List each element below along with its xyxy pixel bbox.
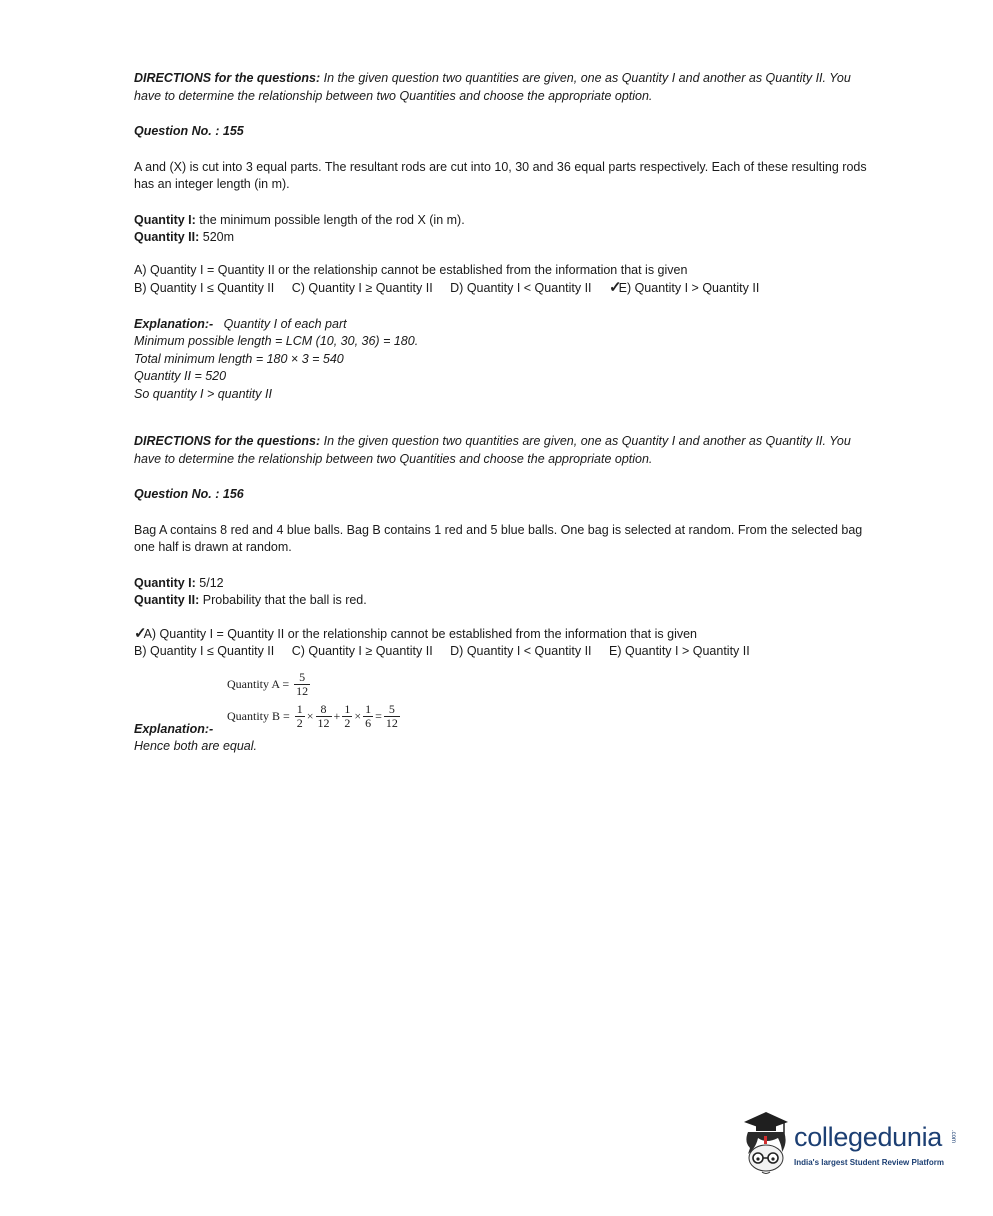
fraction: $\frac{8}{12}$ [317, 701, 330, 730]
q156-question-number: Question No. : 156 [134, 487, 244, 501]
brand-tagline: India's largest Student Review Platform [794, 1158, 944, 1167]
q155-question-number: Question No. : 155 [134, 124, 244, 138]
q155-quantity-2: Quantity II: 520m [134, 230, 235, 244]
q155-options-row [134, 279, 879, 298]
q156-explanation-conclusion: Hence both are equal. [134, 738, 258, 753]
q155-quantity-1: Quantity I: the minimum possible length of the rod X (in m). [134, 212, 465, 227]
q156-explanation-label: Explanation:- [134, 721, 214, 736]
q156-options-row [134, 643, 879, 661]
q155-option-e: E) Quantity I > Quantity II [618, 281, 760, 295]
q155-question-text: A and (X) is cut into 3 equal parts. The resultant rods are cut into 10, 30 and 36 equal parts respectively. Each of these resulting rods has an integer length (in m). [134, 159, 867, 191]
q156-directions: DIRECTIONS for the questions: In the given question two quantities are given, one as Quantity I and another as Quantity II. You have to determine the relationship between two Quantities and choose the appropriate option. [134, 434, 851, 466]
explanation-line: Total minimum length = 180 × 3 = 540 [134, 351, 344, 366]
collegedunia-logo [738, 1108, 968, 1180]
fraction: $\frac{5}{12}$ [296, 669, 309, 698]
q156-quantity-2: Quantity II: Probability that the ball is red. [134, 593, 367, 607]
mascot-logo-icon [738, 1108, 794, 1180]
explanation-line: Minimum possible length = LCM (10, 30, 36) = 180. [134, 334, 419, 348]
q156-option-c: C) Quantity I ≥ Quantity II [291, 644, 433, 658]
q155-directions: DIRECTIONS for the questions: In the given question two quantities are given, one as Quantity I and another as Quantity II. You have to determine the relationship between two Quantities and choose the appropriate option. [134, 71, 851, 103]
q155-option-c: C) Quantity I ≥ Quantity II [291, 281, 433, 295]
q156-quantity-1: Quantity I: 5/12 [134, 575, 224, 590]
explanation-line: Quantity II = 520 [134, 369, 227, 383]
q156-option-b: B) Quantity I ≤ Quantity II [134, 644, 275, 658]
explanation-line: So quantity I > quantity II [134, 386, 272, 401]
q155-option-d: D) Quantity I < Quantity II [450, 281, 592, 295]
q156-option-a-row [134, 625, 879, 644]
q156-option-e: E) Quantity I > Quantity II [609, 644, 750, 658]
q156-option-d: D) Quantity I < Quantity II [450, 644, 592, 658]
brand-name: collegedunia [794, 1122, 943, 1152]
q156-option-a: A) Quantity I = Quantity II or the relationship cannot be established from the information that is given [143, 626, 698, 641]
q156-question-text: Bag A contains 8 red and 4 blue balls. Bag B contains 1 red and 5 blue balls. One bag is selected at random. From the selected bag one half is drawn at random. [134, 522, 863, 554]
math-quantity-b: Quantity B = $\frac{1}{2}$ × $\frac{8}{12}$ + $\frac{1}{2}$ × $\frac{1}{6}$ = $\frac{5}{12}$ [227, 701, 398, 730]
fraction: $\frac{1}{2}$ [344, 701, 351, 730]
q155-option-a: A) Quantity I = Quantity II or the relationship cannot be established from the information that is given [134, 262, 688, 277]
document-body [134, 70, 879, 755]
explanation-line: Quantity I of each part [223, 316, 347, 331]
correct-tick-icon: ✓ [609, 279, 622, 296]
q156-explanation [134, 661, 879, 755]
fraction: $\frac{5}{12}$ [385, 701, 398, 730]
fraction: $\frac{1}{2}$ [296, 701, 303, 730]
fraction: $\frac{1}{6}$ [365, 701, 372, 730]
q155-explanation [134, 316, 879, 404]
math-quantity-a: Quantity A = $\frac{5}{12}$ [227, 669, 309, 698]
brand-dot-com: .com [950, 1130, 956, 1144]
q155-explanation-label: Explanation:- [134, 316, 214, 331]
q155-option-b: B) Quantity I ≤ Quantity II [134, 281, 275, 295]
correct-tick-icon: ✓ [134, 624, 147, 642]
